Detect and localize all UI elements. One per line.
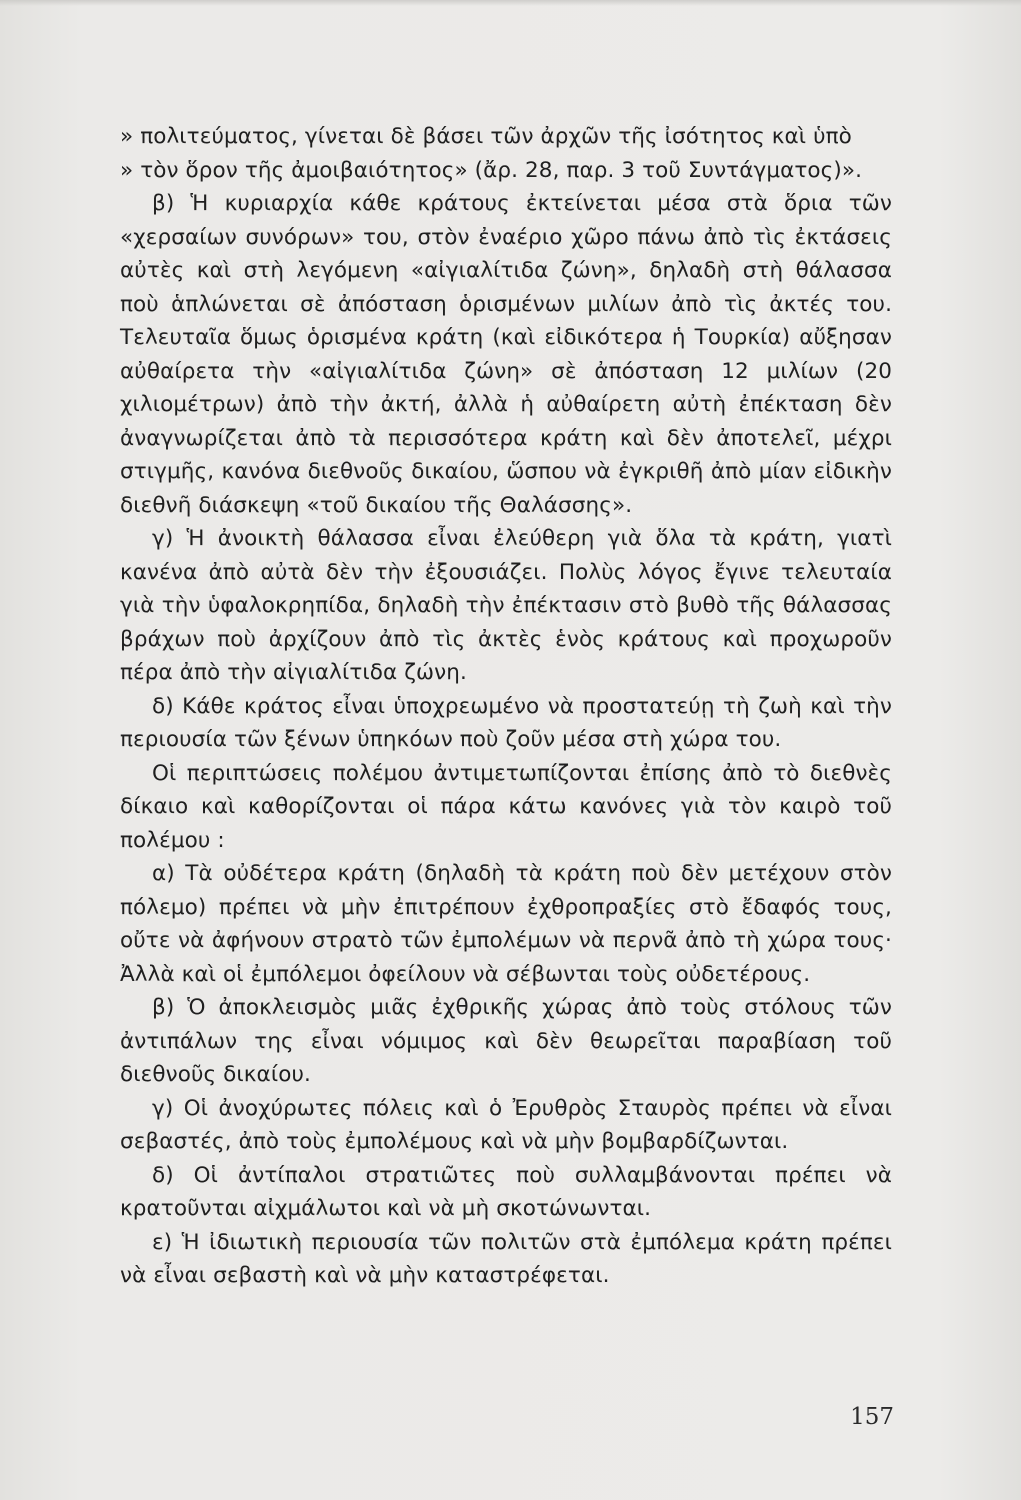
paragraph-sovereignty: β) Ἡ κυριαρχία κάθε κράτους ἐκτείνεται μέσα στὰ ὅρια τῶν «χερσαίων συνόρων» του, στὸν ἐναέριο χῶρο πάνω ἀπὸ τὶς ἐκτάσεις αὐτὲς καὶ στὴ λεγόμενη «αἰγιαλίτιδα ζώνη», δηλαδὴ στὴ θάλασσα ποὺ ἁπλώνεται σὲ ἀπόσταση ὁρισμένων μιλίων ἀπὸ τὶς ἀκτές του. Τελευταῖα ὅμως ὁρισμένα κράτη (καὶ εἰδικότερα ἡ Τουρκία) αὔξησαν αὐθαίρετα τὴν «αἰγιαλίτιδα ζώνη» σὲ ἀπόσταση 12 μιλίων (20 χιλιομέτρων) ἀπὸ τὴν ἀκτή, ἀλλὰ ἡ αὐθαίρετη αὐτὴ ἐπέκταση δὲν ἀναγνωρίζεται ἀπὸ τὰ περισσότερα κράτη καὶ δὲν ἀποτελεῖ, μέχρι στιγμῆς, κανόνα διεθνοῦς δικαίου, ὥσπου νὰ ἐγκριθῆ ἀπὸ μίαν εἰδικὴν διεθνῆ διάσκεψη «τοῦ δικαίου τῆς Θαλάσσης». bbox=[120, 191, 892, 518]
paragraph-blockade: β) Ὁ ἀποκλεισμὸς μιᾶς ἐχθρικῆς χώρας ἀπὸ τοὺς στόλους τῶν ἀντιπάλων της εἶναι νόμιμος καὶ δὲν θεωρεῖται παραβίαση τοῦ διεθνοῦς δικαίου. bbox=[120, 995, 892, 1087]
paragraph-foreign-subjects: δ) Κάθε κράτος εἶναι ὑποχρεωμένο νὰ προστατεύῃ τὴ ζωὴ καὶ τὴν περιουσία τῶν ξένων ὑπηκόων ποὺ ζοῦν μέσα στὴ χώρα του. bbox=[120, 693, 892, 752]
paragraph-quote-line-1: » πολιτεύματος, γίνεται δὲ βάσει τῶν ἀρχῶν τῆς ἰσότητος καὶ ὑπὸ bbox=[120, 124, 852, 149]
paragraph-open-sea: γ) Ἡ ἀνοικτὴ θάλασσα εἶναι ἐλεύθερη γιὰ ὅλα τὰ κράτη, γιατὶ κανένα ἀπὸ αὐτὰ δὲν τὴν ἐξουσιάζει. Πολὺς λόγος ἔγινε τελευταία γιὰ τὴν ὑφαλοκρηπίδα, δηλαδὴ τὴν ἐπέκτασιν στὸ βυθὸ τῆς θάλασσας βράχων ποὺ ἀρχίζουν ἀπὸ τὶς ἀκτὲς ἑνὸς κράτους καὶ προχωροῦν πέρα ἀπὸ τὴν αἰγιαλίτιδα ζώνη. bbox=[120, 526, 892, 685]
page-top-edge bbox=[0, 0, 1021, 6]
paragraph-neutral-states: α) Τὰ οὐδέτερα κράτη (δηλαδὴ τὰ κράτη ποὺ δὲν μετέχουν στὸν πόλεμο) πρέπει νὰ μὴν ἐπιτρέπουν ἐχθροπραξίες στὸ ἔδαφός τους, οὔτε νὰ ἀφήνουν στρατὸ τῶν ἐμπολέμων νὰ περνᾶ ἀπὸ τὴ χώρα τους· Ἀλλὰ καὶ οἱ ἐμπόλεμοι ὀφείλουν νὰ σέβωνται τοὺς οὐδετέρους. bbox=[120, 861, 892, 987]
paragraph-war-rules-intro: Οἱ περιπτώσεις πολέμου ἀντιμετωπίζονται ἐπίσης ἀπὸ τὸ διεθνὲς δίκαιο καὶ καθορίζονται οἱ πάρα κάτω κανόνες γιὰ τὸν καιρὸ τοῦ πολέμου : bbox=[120, 760, 892, 853]
paragraph-quote-line-2: » τὸν ὅρον τῆς ἀμοιβαιότητος» (ἄρ. 28, παρ. 3 τοῦ Συντάγματος)». bbox=[120, 157, 863, 183]
paragraph-unfortified-cities: γ) Οἱ ἀνοχύρωτες πόλεις καὶ ὁ Ἐρυθρὸς Σταυρὸς πρέπει νὰ εἶναι σεβαστές, ἀπὸ τοὺς ἐμπολέμους καὶ νὰ μὴν βομβαρδίζωνται. bbox=[120, 1095, 892, 1154]
body-text bbox=[120, 120, 892, 1293]
page-number: 157 bbox=[850, 1404, 894, 1430]
paragraph-prisoners: δ) Οἱ ἀντίπαλοι στρατιῶτες ποὺ συλλαμβάνονται πρέπει νὰ κρατοῦνται αἰχμάλωτοι καὶ νὰ μὴ σκοτώνωνται. bbox=[120, 1162, 892, 1221]
paragraph-private-property: ε) Ἡ ἰδιωτικὴ περιουσία τῶν πολιτῶν στὰ ἐμπόλεμα κράτη πρέπει νὰ εἶναι σεβαστὴ καὶ νὰ μὴν καταστρέφεται. bbox=[120, 1229, 892, 1288]
